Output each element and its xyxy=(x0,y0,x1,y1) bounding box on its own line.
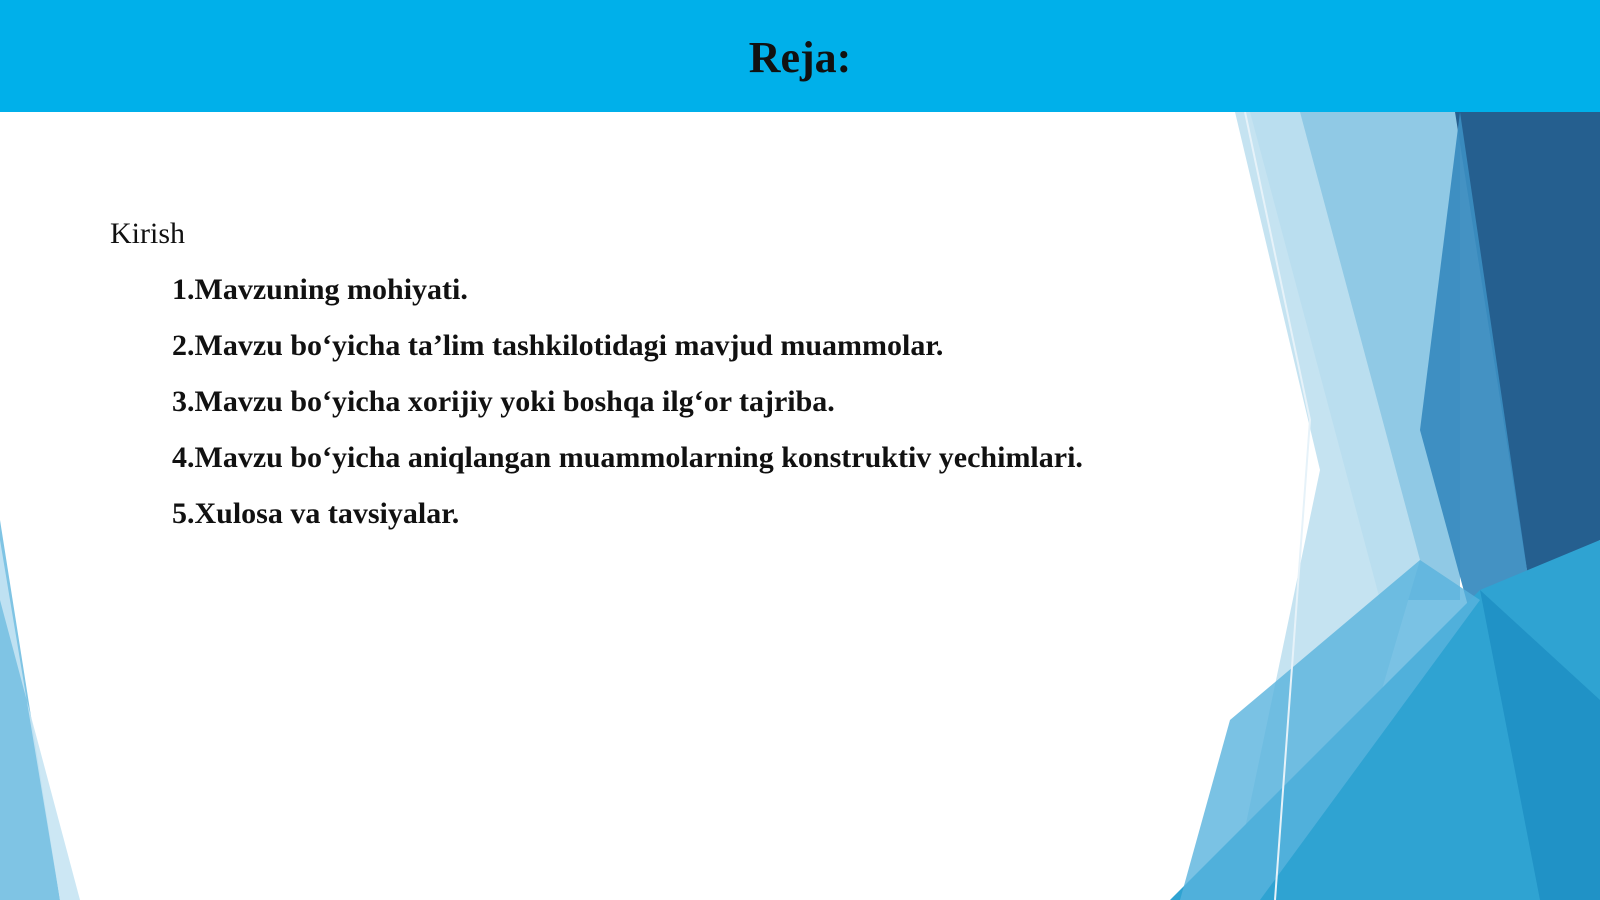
plan-item-1: 1.Mavzuning mohiyati. xyxy=(172,273,468,306)
plan-item-3: 3.Mavzu bo‘yicha xorijiy yoki boshqa ilg‘or tajriba. xyxy=(172,385,835,418)
plan-item-4: 4.Mavzu bo‘yicha aniqlangan muammolarning konstruktiv yechimlari. xyxy=(172,441,1083,474)
plan-item-2: 2.Mavzu bo‘yicha ta’lim tashkilotidagi mavjud muammolar. xyxy=(172,329,944,362)
slide-title: Reja: xyxy=(748,33,852,82)
title-bar xyxy=(0,0,1600,112)
plan-item-5: 5.Xulosa va tavsiyalar. xyxy=(172,497,460,530)
intro-heading: Kirish xyxy=(110,217,185,250)
plan-list xyxy=(172,270,1083,550)
